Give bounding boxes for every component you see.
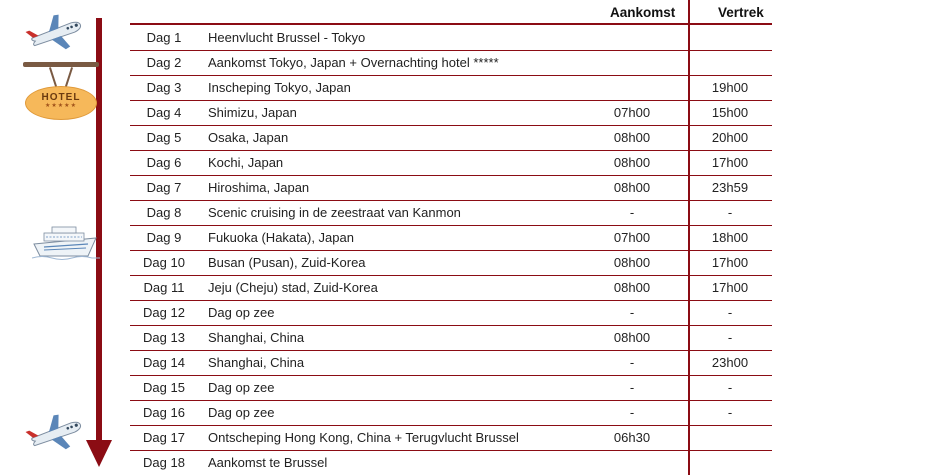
description-cell: Shanghai, China — [208, 355, 305, 370]
description-cell: Busan (Pusan), Zuid-Korea — [208, 255, 366, 270]
hotel-sign-icon — [23, 62, 99, 122]
airplane-icon — [24, 414, 86, 454]
arrival-column-header: Aankomst — [610, 5, 676, 20]
day-cell: Dag 13 — [143, 330, 185, 345]
table-row — [130, 150, 772, 176]
table-row — [130, 25, 772, 51]
day-cell: Dag 7 — [146, 180, 182, 195]
description-cell: Aankomst Tokyo, Japan + Overnachting hotel ***** — [208, 55, 499, 70]
table-row — [130, 75, 772, 101]
description-cell: Shanghai, China — [208, 330, 305, 345]
departure-cell: - — [727, 380, 733, 395]
table-row — [130, 225, 772, 251]
description-cell: Ontscheping Hong Kong, China + Terugvlucht Brussel — [208, 430, 519, 445]
departure-cell: - — [727, 405, 733, 420]
hotel-sign-stars: ★★★★★ — [45, 103, 77, 109]
airplane-icon — [24, 14, 86, 54]
table-row — [130, 250, 772, 276]
timeline-arrow-icon — [86, 440, 112, 467]
arrival-cell: 07h00 — [613, 230, 651, 245]
table-row — [130, 400, 772, 426]
departure-cell: - — [727, 205, 733, 220]
day-cell: Dag 15 — [143, 380, 185, 395]
arrival-cell: - — [629, 205, 635, 220]
arrival-cell: 07h00 — [613, 105, 651, 120]
arrival-cell: - — [629, 305, 635, 320]
day-cell: Dag 11 — [143, 280, 185, 295]
description-cell: Scenic cruising in de zeestraat van Kanmon — [208, 205, 461, 220]
arrival-cell: 08h00 — [613, 180, 651, 195]
arrival-cell: - — [629, 380, 635, 395]
description-cell: Dag op zee — [208, 380, 275, 395]
table-row — [130, 425, 772, 451]
day-cell: Dag 3 — [146, 80, 182, 95]
hotel-sign-rope — [65, 67, 73, 87]
day-cell: Dag 16 — [143, 405, 185, 420]
arrival-cell: 08h00 — [613, 330, 651, 345]
day-cell: Dag 8 — [146, 205, 182, 220]
table-row — [130, 350, 772, 376]
hotel-sign-bar — [23, 62, 99, 67]
description-cell: Osaka, Japan — [208, 130, 289, 145]
day-cell: Dag 12 — [143, 305, 185, 320]
table-row — [130, 450, 772, 475]
arrival-cell: - — [629, 405, 635, 420]
day-cell: Dag 5 — [146, 130, 182, 145]
description-cell: Fukuoka (Hakata), Japan — [208, 230, 354, 245]
description-cell: Inscheping Tokyo, Japan — [208, 80, 351, 95]
departure-cell: 23h00 — [711, 355, 749, 370]
arrival-cell: 06h30 — [613, 430, 651, 445]
description-cell: Heenvlucht Brussel - Tokyo — [208, 30, 366, 45]
day-cell: Dag 17 — [143, 430, 185, 445]
hotel-sign-text: HOTEL — [41, 92, 81, 103]
table-row — [130, 375, 772, 401]
arrival-cell: 08h00 — [613, 255, 651, 270]
day-cell: Dag 14 — [143, 355, 185, 370]
day-cell: Dag 18 — [143, 455, 185, 470]
departure-cell: 20h00 — [711, 130, 749, 145]
day-cell: Dag 6 — [146, 155, 182, 170]
departure-cell: 15h00 — [711, 105, 749, 120]
departure-cell: - — [727, 330, 733, 345]
arrival-cell: - — [629, 355, 635, 370]
day-cell: Dag 9 — [146, 230, 182, 245]
arrival-cell: 08h00 — [613, 155, 651, 170]
day-cell: Dag 4 — [146, 105, 182, 120]
arrival-cell: 08h00 — [613, 280, 651, 295]
description-cell: Hiroshima, Japan — [208, 180, 310, 195]
departure-cell: - — [727, 305, 733, 320]
departure-cell: 17h00 — [711, 155, 749, 170]
day-cell: Dag 2 — [146, 55, 182, 70]
hotel-sign-board — [25, 86, 97, 120]
table-row — [130, 100, 772, 126]
table-row — [130, 125, 772, 151]
table-row — [130, 50, 772, 76]
departure-cell: 23h59 — [711, 180, 749, 195]
departure-cell: 17h00 — [711, 255, 749, 270]
description-cell: Kochi, Japan — [208, 155, 284, 170]
description-cell: Aankomst te Brussel — [208, 455, 328, 470]
arrival-cell: 08h00 — [613, 130, 651, 145]
day-cell: Dag 1 — [146, 30, 182, 45]
departure-cell: 17h00 — [711, 280, 749, 295]
table-row — [130, 275, 772, 301]
description-cell: Dag op zee — [208, 405, 275, 420]
departure-cell: 19h00 — [711, 80, 749, 95]
table-row — [130, 325, 772, 351]
table-row — [130, 200, 772, 226]
day-cell: Dag 10 — [143, 255, 185, 270]
description-cell: Shimizu, Japan — [208, 105, 297, 120]
table-row — [130, 300, 772, 326]
hotel-sign-rope — [49, 67, 57, 87]
description-cell: Jeju (Cheju) stad, Zuid-Korea — [208, 280, 378, 295]
description-cell: Dag op zee — [208, 305, 275, 320]
departure-cell: 18h00 — [711, 230, 749, 245]
table-row — [130, 175, 772, 201]
departure-column-header: Vertrek — [718, 5, 764, 20]
cruise-ship-icon — [32, 222, 100, 262]
